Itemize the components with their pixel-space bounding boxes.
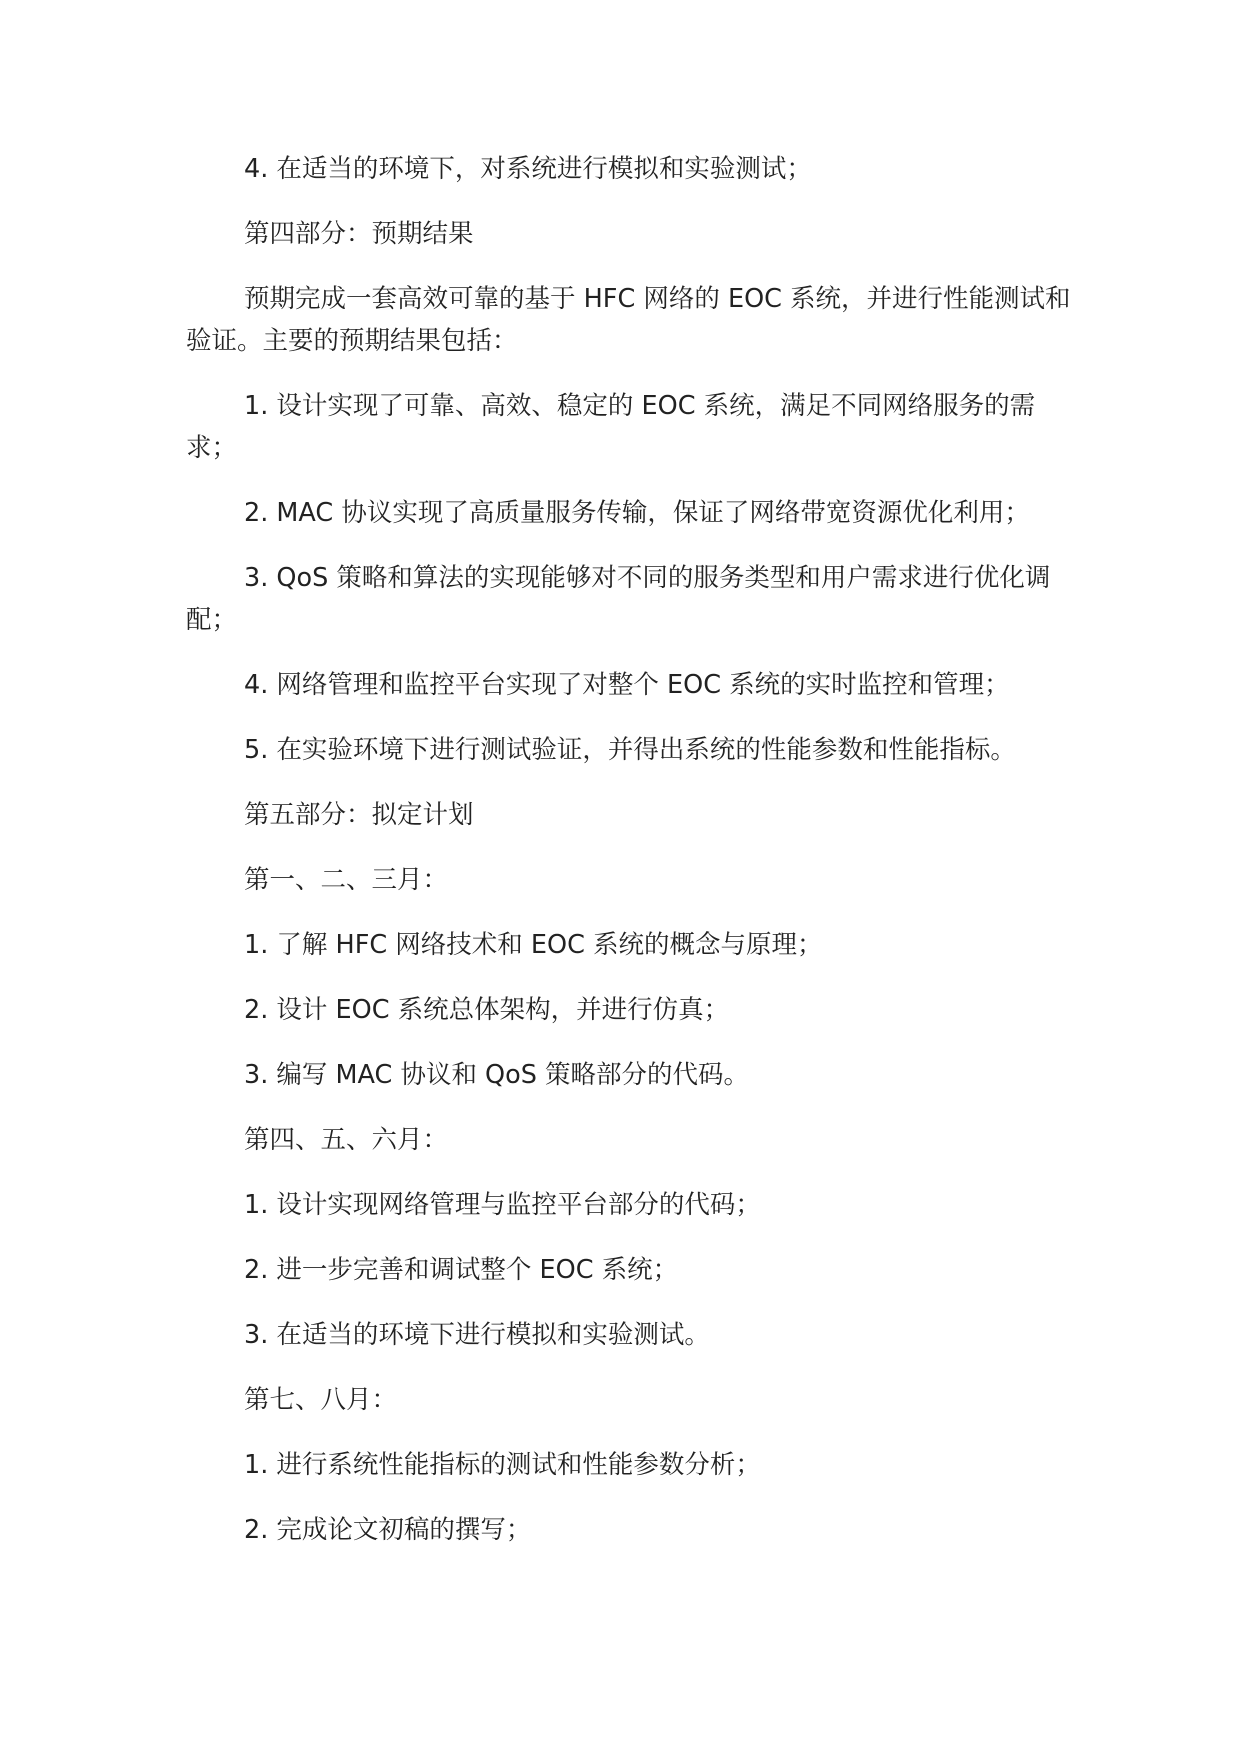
list-item: 2. 进一步完善和调试整个 EOC 系统； [244, 1255, 679, 1285]
period-heading: 第七、八月： [244, 1385, 398, 1415]
paragraph: 预期完成一套高效可靠的基于 HFC 网络的 EOC 系统，并进行性能测试和验证。主要的预期结果包括： [186, 284, 1071, 356]
list-item: 4. 网络管理和监控平台实现了对整个 EOC 系统的实时监控和管理； [244, 670, 1010, 700]
list-item: 3. 编写 MAC 协议和 QoS 策略部分的代码。 [244, 1060, 750, 1090]
section-heading: 第五部分：拟定计划 [244, 800, 474, 830]
list-item: 1. 进行系统性能指标的测试和性能参数分析； [244, 1450, 761, 1480]
period-heading: 第一、二、三月： [244, 865, 449, 895]
list-item: 2. 完成论文初稿的撰写； [244, 1515, 532, 1545]
list-item: 3. 在适当的环境下进行模拟和实验测试。 [244, 1320, 710, 1350]
period-heading: 第四、五、六月： [244, 1125, 449, 1155]
list-item: 1. 设计实现了可靠、高效、稳定的 EOC 系统，满足不同网络服务的需求； [186, 391, 1036, 463]
document-body [186, 148, 1086, 1574]
list-item: 5. 在实验环境下进行测试验证，并得出系统的性能参数和性能指标。 [244, 735, 1016, 765]
list-item: 1. 设计实现网络管理与监控平台部分的代码； [244, 1190, 761, 1220]
list-item: 2. 设计 EOC 系统总体架构，并进行仿真； [244, 995, 730, 1025]
list-item: 4. 在适当的环境下，对系统进行模拟和实验测试； [244, 154, 812, 184]
list-item: 2. MAC 协议实现了高质量服务传输，保证了网络带宽资源优化利用； [244, 498, 1030, 528]
section-heading: 第四部分：预期结果 [244, 219, 474, 249]
list-item: 1. 了解 HFC 网络技术和 EOC 系统的概念与原理； [244, 930, 823, 960]
list-item: 3. QoS 策略和算法的实现能够对不同的服务类型和用户需求进行优化调配； [186, 563, 1051, 635]
